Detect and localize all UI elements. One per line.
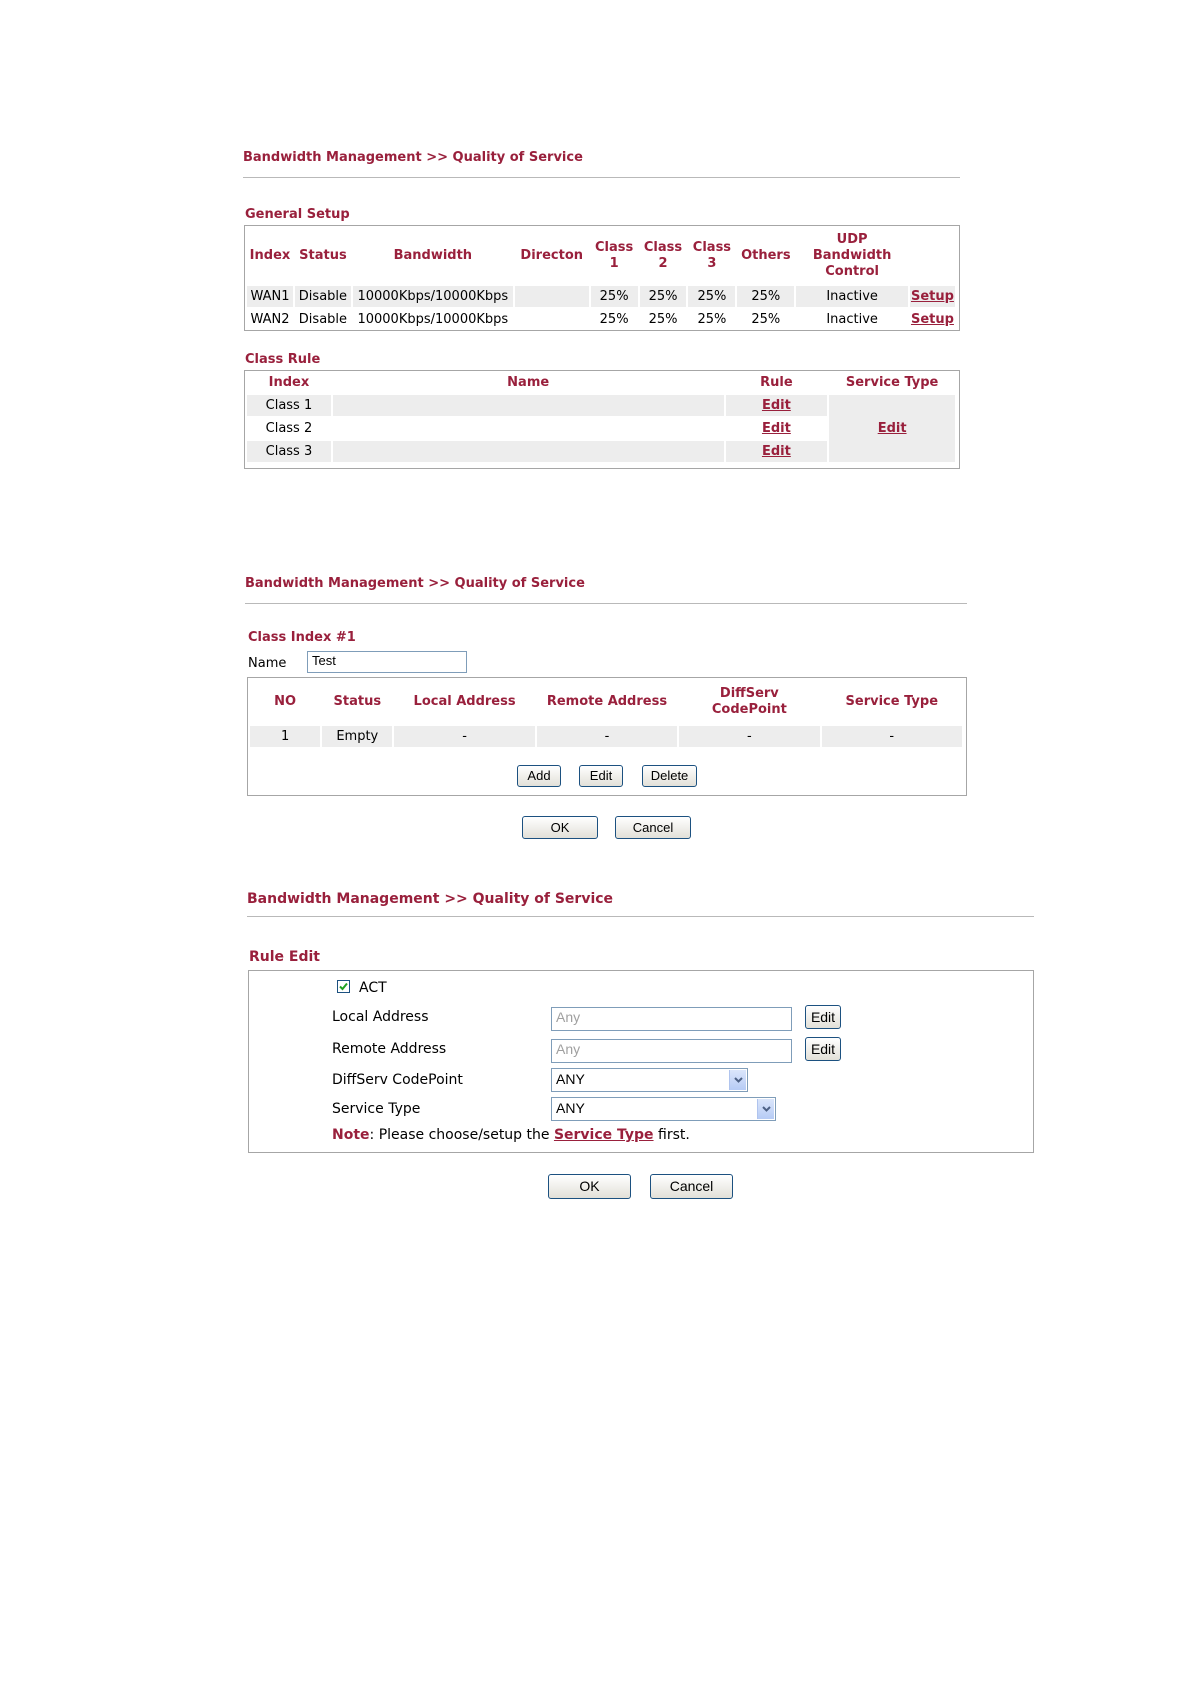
- general-setup-table: [245, 226, 957, 332]
- cell-status: Disable: [295, 286, 351, 307]
- header-index: Index: [249, 248, 291, 263]
- header-remote-address: Remote Address: [546, 694, 668, 709]
- header-class-3: Class 3: [692, 240, 732, 271]
- header-local-address: Local Address: [413, 694, 516, 709]
- breadcrumb: Bandwidth Management >> Quality of Service: [243, 150, 583, 165]
- setup-link-text[interactable]: Setup: [910, 312, 954, 327]
- cell-direction: [515, 309, 589, 330]
- name-input[interactable]: Test: [307, 651, 467, 673]
- header-name: Name: [507, 375, 550, 390]
- setup-link-text[interactable]: Setup: [910, 289, 954, 304]
- local-address-label: Local Address: [332, 1009, 429, 1025]
- table-row: [247, 395, 955, 416]
- diffserv-codepoint-select[interactable]: [551, 1068, 748, 1092]
- cell-others: 25%: [737, 286, 794, 307]
- header-direction: Directon: [520, 248, 584, 263]
- note-text: [332, 1127, 690, 1143]
- diffserv-codepoint-value: ANY: [556, 1071, 585, 1087]
- table-row: [247, 309, 955, 330]
- chevron-down-icon[interactable]: [729, 1070, 746, 1090]
- class-rule-title: Class Rule: [245, 352, 321, 367]
- note-text-1: : Please choose/setup the: [369, 1127, 554, 1143]
- local-address-edit-button[interactable]: Edit: [805, 1005, 841, 1029]
- remote-address-label: Remote Address: [332, 1041, 447, 1057]
- setup-link[interactable]: [910, 286, 955, 307]
- class-rule-table: [245, 371, 957, 464]
- breadcrumb-divider: [245, 603, 967, 604]
- general-setup-title: General Setup: [245, 207, 350, 222]
- diffserv-codepoint-label: DiffServ CodePoint: [332, 1072, 463, 1088]
- cell-udp: Inactive: [826, 312, 878, 327]
- note-prefix: Note: [332, 1127, 370, 1143]
- chevron-down-icon[interactable]: [757, 1099, 774, 1119]
- cell-local-address: -: [394, 726, 534, 747]
- cancel-button[interactable]: Cancel: [615, 816, 691, 839]
- cell-bandwidth: 10000Kbps/10000Kbps: [357, 312, 509, 327]
- rule-edit-link-text[interactable]: Edit: [761, 444, 791, 459]
- breadcrumb-divider: [247, 916, 1034, 917]
- class-rule-table-box: [244, 370, 960, 469]
- cell-others: 25%: [751, 312, 781, 327]
- add-button[interactable]: Add: [517, 765, 561, 787]
- class-filter-table-box: [247, 677, 967, 796]
- cell-class1: 25%: [599, 312, 629, 327]
- class-index-title: Class Index #1: [248, 630, 356, 645]
- cell-remote-address: -: [537, 726, 677, 747]
- cell-service-type: -: [822, 726, 962, 747]
- cell-udp: Inactive: [796, 286, 908, 307]
- header-diffserv-codepoint: DiffServ CodePoint: [711, 686, 787, 717]
- ok-button[interactable]: OK: [548, 1174, 631, 1199]
- rule-edit-link[interactable]: [726, 395, 828, 416]
- service-type-label: Service Type: [332, 1101, 421, 1117]
- service-type-link[interactable]: Service Type: [553, 1127, 654, 1143]
- local-address-input[interactable]: Any: [551, 1007, 792, 1031]
- header-service-type: Service Type: [845, 375, 939, 390]
- header-action: [910, 228, 955, 284]
- rule-edit-box: [248, 970, 1034, 1153]
- cell-status: Disable: [298, 312, 348, 327]
- cell-status: Empty: [322, 726, 392, 747]
- cell-class-index: Class 3: [247, 441, 331, 462]
- delete-button[interactable]: Delete: [642, 765, 697, 787]
- rule-edit-link-text[interactable]: Edit: [761, 421, 791, 436]
- remote-address-input[interactable]: Any: [551, 1039, 792, 1063]
- cancel-button[interactable]: Cancel: [650, 1174, 733, 1199]
- act-checkbox[interactable]: [337, 980, 350, 993]
- setup-link[interactable]: [910, 309, 955, 330]
- service-type-edit-link-text[interactable]: Edit: [877, 421, 907, 436]
- header-others: Others: [741, 248, 791, 263]
- rule-edit-title: Rule Edit: [249, 949, 320, 965]
- cell-direction: [515, 286, 589, 307]
- header-udp-bandwidth-control: UDP Bandwidth Control: [812, 232, 892, 279]
- table-row: [247, 286, 955, 307]
- cell-no: 1: [250, 726, 320, 747]
- rule-edit-link[interactable]: [726, 418, 828, 439]
- general-setup-table-box: [244, 225, 960, 331]
- breadcrumb: Bandwidth Management >> Quality of Service: [247, 891, 614, 907]
- check-icon: [338, 981, 349, 992]
- cell-class1: 25%: [591, 286, 638, 307]
- table-row: [250, 726, 962, 747]
- act-label: ACT: [359, 980, 387, 996]
- header-class-2: Class 2: [643, 240, 683, 271]
- breadcrumb: Bandwidth Management >> Quality of Service: [245, 576, 585, 591]
- service-type-value: ANY: [556, 1100, 585, 1116]
- cell-class-index: Class 2: [265, 421, 313, 436]
- rule-edit-link-text[interactable]: Edit: [761, 398, 791, 413]
- cell-class2: 25%: [648, 312, 678, 327]
- cell-bandwidth: 10000Kbps/10000Kbps: [353, 286, 513, 307]
- service-type-select[interactable]: [551, 1097, 776, 1121]
- cell-class2: 25%: [640, 286, 687, 307]
- cell-class-name: [333, 418, 724, 439]
- cell-class-name: [333, 441, 724, 462]
- cell-index: WAN1: [247, 286, 293, 307]
- class-filter-table: [248, 678, 964, 749]
- breadcrumb-divider: [243, 177, 960, 178]
- header-no: NO: [274, 694, 297, 709]
- header-service-type: Service Type: [845, 694, 939, 709]
- cell-class-name: [333, 395, 724, 416]
- header-status: Status: [333, 694, 382, 709]
- cell-class-index: Class 1: [247, 395, 331, 416]
- note-text-2: first.: [653, 1127, 690, 1143]
- ok-button[interactable]: OK: [522, 816, 598, 839]
- header-class-1: Class 1: [594, 240, 634, 271]
- header-status: Status: [299, 248, 347, 263]
- cell-diffserv: -: [679, 726, 819, 747]
- header-rule: Rule: [760, 375, 793, 390]
- cell-class3: 25%: [697, 312, 727, 327]
- header-bandwidth: Bandwidth: [393, 248, 473, 263]
- edit-button[interactable]: Edit: [579, 765, 623, 787]
- service-type-edit-link[interactable]: [829, 395, 955, 462]
- header-class-index: Index: [268, 375, 310, 390]
- cell-index: WAN2: [250, 312, 290, 327]
- rule-edit-link[interactable]: [726, 441, 828, 462]
- name-label: Name: [248, 656, 287, 671]
- cell-class3: 25%: [688, 286, 735, 307]
- remote-address-edit-button[interactable]: Edit: [805, 1037, 841, 1061]
